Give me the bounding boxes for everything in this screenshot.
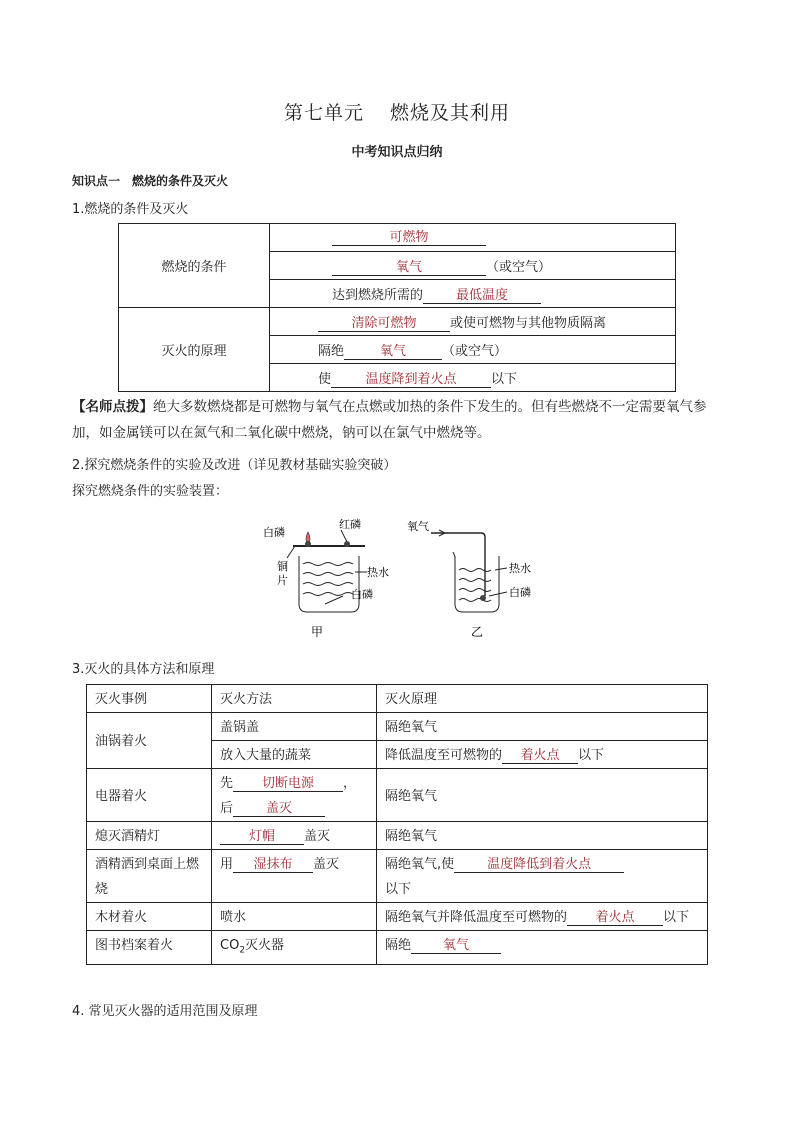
fig-label: 铜 [277, 560, 288, 573]
method-cell: 喷水 [212, 903, 377, 931]
extinguish-table [86, 684, 708, 965]
setup-label: 探究燃烧条件的实验装置： [72, 484, 229, 499]
answer-blank: 湿抹布 [233, 857, 313, 873]
answer-blank: 最低温度 [423, 288, 541, 304]
principle-cell: 隔绝氧气并降低温度至可燃物的 着火点 以下 [377, 903, 708, 931]
fig-label: 红磷 [339, 518, 361, 531]
answer-blank: 氧气 [411, 938, 501, 954]
answer-blank: 氧气 [332, 260, 486, 276]
case-cell: 电器着火 [87, 769, 212, 822]
header-cell: 灭火方法 [212, 685, 377, 713]
answer-blank: 着火点 [567, 910, 663, 926]
header-cell: 灭火原理 [377, 685, 708, 713]
fig-label: 甲 [311, 625, 324, 639]
fig-label: 热水 [509, 562, 531, 575]
page-title: 第七单元 燃烧及其利用 [283, 102, 511, 124]
method-cell: 放入大量的蔬菜 [212, 741, 377, 769]
cell-text: 使 [318, 371, 332, 387]
item-heading-2: 2.探究燃烧条件的实验及改进（详见教材基础实验突破） [72, 458, 397, 473]
answer-blank: 灯帽 [220, 829, 304, 845]
principle-cell: 隔绝 氧气 [377, 931, 708, 965]
cell-text: 达到燃烧所需的 [332, 287, 424, 303]
case-cell: 图书档案着火 [87, 931, 212, 965]
principle-cell: 降低温度至可燃物的 着火点 以下 [377, 741, 708, 769]
cell-text: 以下 [491, 371, 518, 387]
combustion-table [118, 223, 676, 392]
tip-text: 绝大多数燃烧都是可燃物与氧气在点燃或加热的条件下发生的。但有些燃烧不一定需要氧气参加，如金属镁可以在氮气和二氧化碳中燃烧，钠可以在氯气中燃烧等。 [72, 399, 707, 441]
item-heading-4: 4. 常见灭火器的适用范围及原理 [72, 1004, 258, 1019]
section-heading: 知识点一 燃烧的条件及灭火 [72, 174, 229, 188]
cell-text: （或空气） [442, 343, 508, 359]
case-cell: 木材着火 [87, 903, 212, 931]
item-heading-3: 3.灭火的具体方法和原理 [72, 662, 215, 677]
fig-label: 白磷 [509, 586, 531, 599]
tip-label: 【名师点拨】 [72, 399, 153, 415]
method-cell: 先 切断电源 ， 后 盖灭 [212, 769, 377, 822]
cell-text: 或使可燃物与其他物质隔离 [450, 315, 607, 331]
fig-label: 乙 [471, 625, 484, 639]
method-cell: 盖锅盖 [212, 713, 377, 741]
header-cell: 灭火事例 [87, 685, 212, 713]
extinguish-principle-label: 灭火的原理 [119, 308, 270, 392]
fig-label: 白磷 [351, 588, 373, 601]
combustion-condition-label: 燃烧的条件 [119, 224, 270, 308]
answer-blank: 温度降低到着火点 [454, 857, 624, 873]
fig-label: 片 [277, 574, 288, 587]
item-heading-1: 1.燃烧的条件及灭火 [72, 202, 189, 217]
page-subtitle: 中考知识点归纳 [351, 145, 443, 160]
method-cell: 灯帽 盖灭 [212, 822, 377, 850]
principle-cell: 隔绝氧气 [377, 769, 708, 822]
answer-blank: 着火点 [502, 748, 578, 764]
answer-blank: 切断电源 [233, 776, 343, 792]
apparatus-b [431, 530, 507, 612]
fig-label: 热水 [367, 566, 389, 579]
method-cell: $CO_2$灭火器 [212, 931, 377, 965]
cell-text: （或空气） [486, 259, 552, 275]
fig-label: 氧气 [407, 520, 429, 533]
answer-blank: 盖灭 [233, 801, 325, 817]
answer-blank: 温度降到着火点 [331, 372, 491, 388]
white-phosphorus-mark [480, 595, 486, 601]
cell-text: 隔绝 [318, 343, 345, 359]
principle-cell: 隔绝氧气 [377, 713, 708, 741]
red-phosphorus-mark [344, 541, 350, 547]
case-cell: 油锅着火 [87, 713, 212, 769]
white-phosphorus-mark [305, 541, 311, 547]
principle-cell: 隔绝氧气,使 温度降低到着火点 以下 [377, 850, 708, 903]
case-cell: 酒精洒到桌面上燃烧 [87, 850, 212, 903]
case-cell: 熄灭酒精灯 [87, 822, 212, 850]
answer-blank: 氧气 [344, 344, 442, 360]
fig-label: 白磷 [263, 526, 285, 539]
experiment-figure [255, 512, 555, 642]
teacher-tip [72, 394, 724, 446]
principle-cell: 隔绝氧气 [377, 822, 708, 850]
answer-blank: 清除可燃物 [318, 316, 450, 332]
answer-blank: 可燃物 [332, 230, 486, 246]
method-cell: 用 湿抹布 盖灭 [212, 850, 377, 903]
